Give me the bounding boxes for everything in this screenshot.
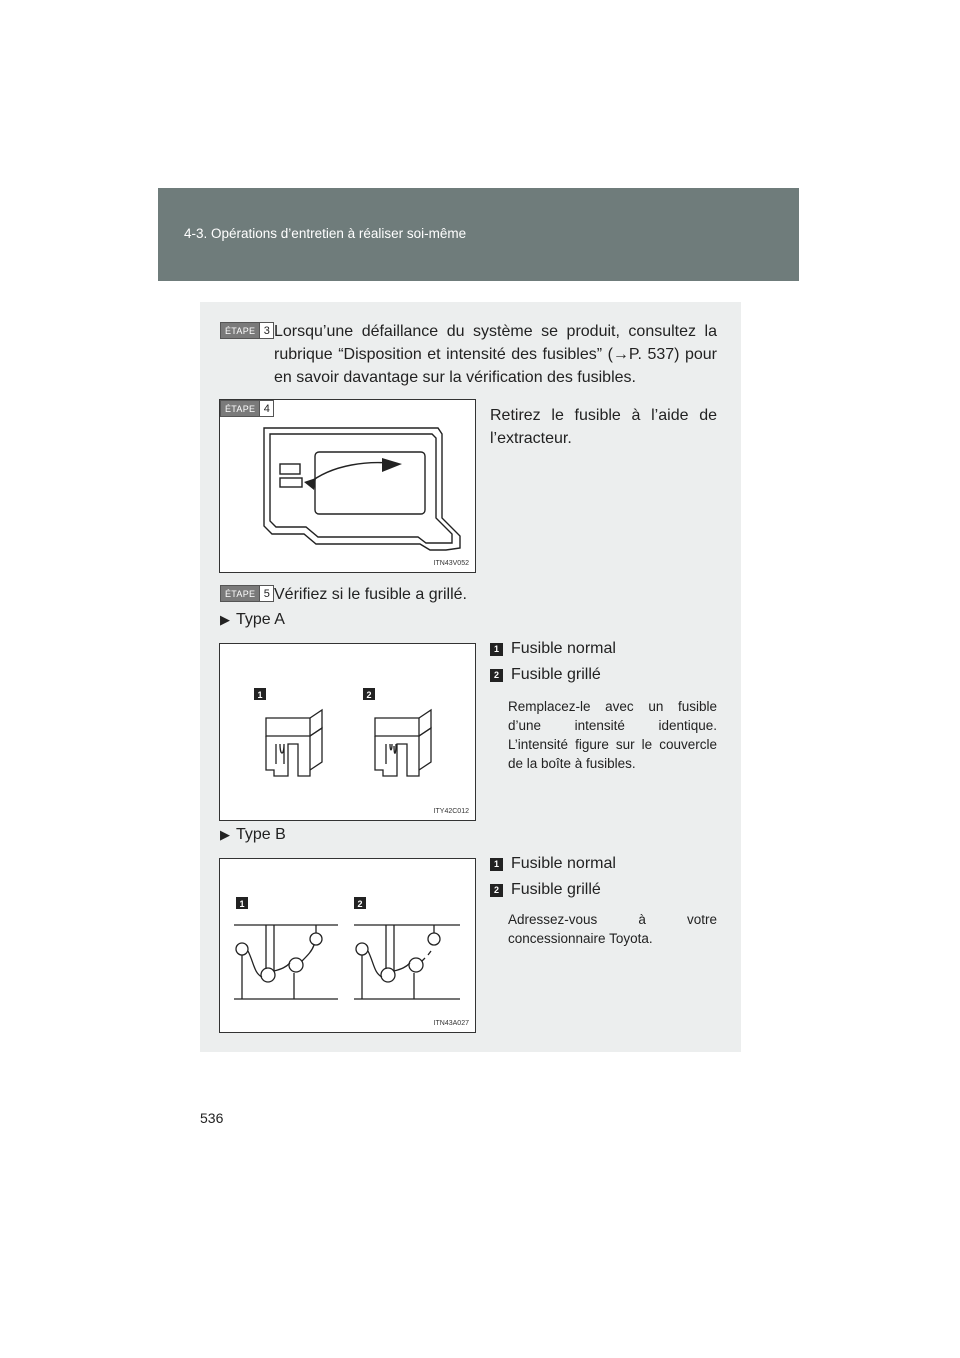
legend-text: Fusible normal — [511, 640, 616, 657]
type-a-fuse-illustration — [220, 644, 475, 820]
callout-1: 1 — [239, 899, 245, 909]
pointer-arrow-icon: ▶ — [220, 827, 230, 842]
fuse-box-illustration — [220, 400, 475, 572]
type-a-figure — [219, 643, 476, 821]
step-5-text: Vérifiez si le fusible a grillé. — [274, 586, 467, 603]
step-4-text: Retirez le fusible à l’aide de l’extracteur. — [490, 407, 717, 447]
content-panel — [200, 302, 741, 1052]
legend-text: Fusible grillé — [511, 881, 601, 898]
step-number: 5 — [260, 585, 274, 602]
type-a-text: Type A — [236, 611, 285, 628]
number-1-box: 1 — [490, 643, 503, 656]
type-b-label — [220, 826, 286, 844]
step-5-badge — [220, 585, 274, 602]
callout-2: 2 — [357, 899, 363, 909]
type-a-legend-2 — [490, 666, 601, 684]
type-b-legend-1 — [490, 855, 616, 873]
step-3-badge — [220, 322, 274, 339]
figure-code: ITN43A027 — [433, 1020, 469, 1027]
type-b-note: Adressez-vous à votre concessionnaire Toyota. — [508, 912, 717, 946]
section-title: 4-3. Opérations d’entretien à réaliser soi-même — [184, 226, 467, 241]
step-3-text: Lorsqu’une défaillance du système se produit, consultez la rubrique “Disposition et intensité des fusibles” (→P. 537) pour en savoir davantage sur la vérification des fusibles. — [274, 323, 717, 386]
callout-2: 2 — [366, 690, 372, 700]
step-label: ÉTAPE — [220, 322, 260, 339]
pointer-arrow-icon: ▶ — [220, 612, 230, 627]
number-2-box: 2 — [490, 884, 503, 897]
number-1-box: 1 — [490, 858, 503, 871]
type-a-label — [220, 611, 285, 629]
callout-1: 1 — [257, 690, 263, 700]
type-b-figure — [219, 858, 476, 1033]
step-number: 4 — [260, 400, 274, 417]
legend-text: Fusible normal — [511, 855, 616, 872]
legend-text: Fusible grillé — [511, 666, 601, 683]
page-number: 536 — [200, 1110, 224, 1126]
type-a-legend-1 — [490, 640, 616, 658]
section-header — [158, 188, 799, 281]
step-label: ÉTAPE — [220, 585, 260, 602]
type-b-text: Type B — [236, 826, 286, 843]
figure-code: ITN43V052 — [433, 560, 469, 567]
type-b-legend-2 — [490, 881, 601, 899]
step-label: ÉTAPE — [220, 400, 260, 417]
type-a-note: Remplacez-le avec un fusible d’une intensité identique. L’intensité figure sur le couvercle de la boîte à fusibles. — [508, 699, 717, 771]
fuse-box-figure — [219, 399, 476, 573]
figure-code: ITY42C012 — [433, 808, 469, 815]
number-2-box: 2 — [490, 669, 503, 682]
type-b-fuse-illustration — [220, 859, 475, 1032]
step-number: 3 — [260, 322, 274, 339]
